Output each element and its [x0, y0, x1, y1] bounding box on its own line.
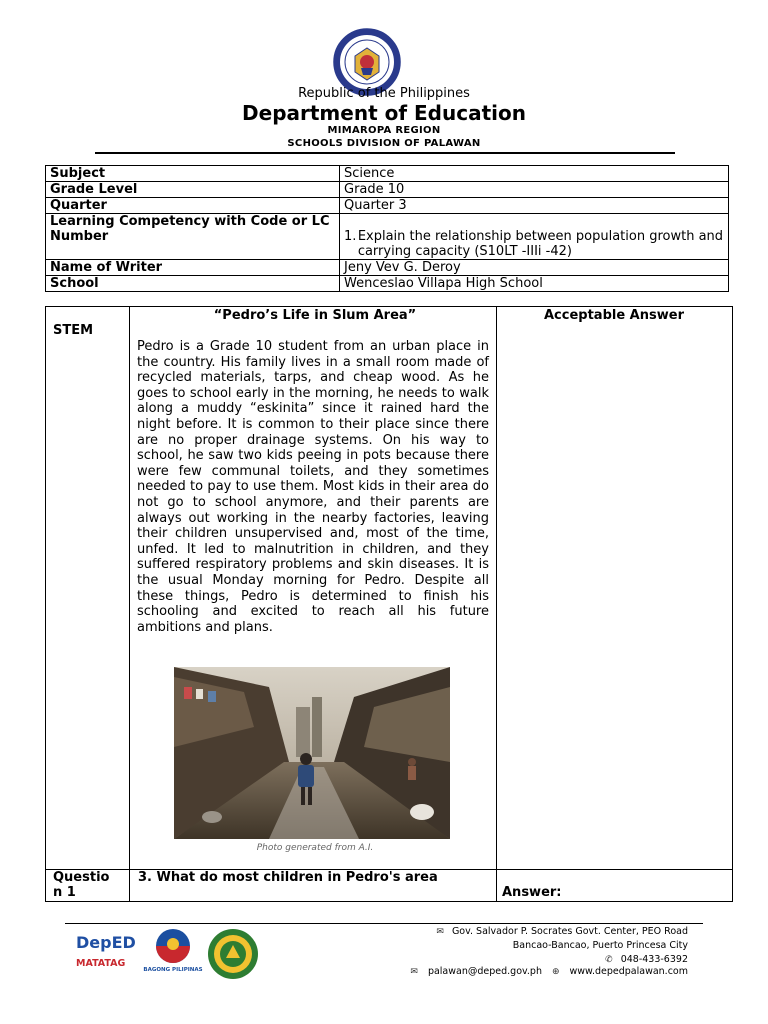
learning-competency-text: Explain the relationship between population growth and carrying capacity (S10LT -IIIi -42)	[357, 229, 724, 259]
school-label: School	[46, 276, 340, 292]
writer-value: Jeny Vev G. Deroy	[340, 260, 729, 276]
answer-label: Answer:	[502, 885, 562, 900]
deped-logo-text: DepED	[76, 933, 136, 952]
web-icon: ⊕	[551, 966, 560, 977]
matatag-text: MATATAG	[76, 958, 126, 969]
subject-label: Subject	[46, 166, 340, 182]
column-divider	[496, 307, 497, 901]
table-row	[46, 214, 729, 260]
story-title: “Pedro’s Life in Slum Area”	[213, 308, 417, 323]
header-divider	[95, 152, 675, 154]
table-row	[46, 276, 729, 292]
table-row	[46, 182, 729, 198]
question-label	[53, 870, 125, 900]
quarter-value: Quarter 3	[340, 198, 729, 214]
phone-number: 048-433-6392	[620, 954, 688, 965]
phone-icon: ✆	[605, 955, 613, 965]
acceptable-answer-title: Acceptable Answer	[544, 308, 684, 323]
grade-level-value: Grade 10	[340, 182, 729, 198]
sdo-palawan-seal	[206, 928, 260, 980]
republic-heading: Republic of the Philippines	[298, 86, 470, 101]
footer-contact	[410, 966, 688, 977]
column-divider	[129, 307, 130, 901]
stem-label: STEM	[53, 323, 94, 338]
email-icon: ✉	[410, 966, 418, 977]
learning-competency-label: Learning Competency with Code or LC Number	[46, 214, 340, 260]
subject-value: Science	[340, 166, 729, 182]
question-sheet	[45, 306, 733, 902]
department-heading: Department of Education	[242, 101, 526, 125]
email-address: palawan@deped.gov.ph	[427, 966, 542, 977]
school-value: Wenceslao Villapa High School	[340, 276, 729, 292]
region-heading: MIMAROPA REGION	[327, 125, 441, 136]
address-line2: Bancao-Bancao, Puerto Princesa City	[512, 940, 688, 951]
bagong-pilipinas-text: BAGONG PILIPINAS	[143, 967, 203, 973]
quarter-label: Quarter	[46, 198, 340, 214]
footer-address	[436, 925, 688, 967]
learning-competency-value	[340, 214, 729, 260]
address-line1: Gov. Salvador P. Socrates Govt. Center, PEO Road	[451, 926, 688, 937]
grade-level-label: Grade Level	[46, 182, 340, 198]
question-text: 3. What do most children in Pedro's area	[138, 870, 438, 885]
bagong-pilipinas-logo	[143, 926, 203, 974]
table-row	[46, 260, 729, 276]
list-number: 1.	[344, 229, 357, 244]
table-row	[46, 198, 729, 214]
division-heading: SCHOOLS DIVISION OF PALAWAN	[287, 138, 481, 149]
slum-alley-photo	[174, 667, 450, 839]
table-row	[46, 166, 729, 182]
deped-matatag-logo	[74, 928, 136, 976]
question-label-line2: n 1	[53, 885, 76, 900]
story-text: Pedro is a Grade 10 student from an urban place in the country. His family lives in a small room made of recycled materials, tarps, and cheap wood. As he goes to school early in the morning, he needs to walk along a muddy “eskinita” since it rained hard the night before. It is common to their place since there are no proper drainage systems. On his way to school, he saw two kids peeing in pots because there were few communal toilets, and they sometimes needed to pay to use them. Most kids in their area do not go to school anymore, and their parents are always out working in the nearby factories, leaving their children unsupervised and, most of the time, unfed. It led to malnutrition in children, and they suffered respiratory problems and skin diseases. It is the usual Monday morning for Pedro. Despite all these things, Pedro is determined to finish his schooling and excited to reach all his future ambitions and plans.	[137, 339, 489, 635]
question-label-line1: Questio	[53, 870, 110, 885]
footer-divider	[65, 923, 703, 924]
photo-caption: Photo generated from A.I.	[256, 843, 374, 853]
mail-icon: ✉	[436, 927, 444, 937]
info-table	[45, 165, 729, 292]
writer-label: Name of Writer	[46, 260, 340, 276]
website-url: www.depedpalawan.com	[569, 966, 688, 977]
